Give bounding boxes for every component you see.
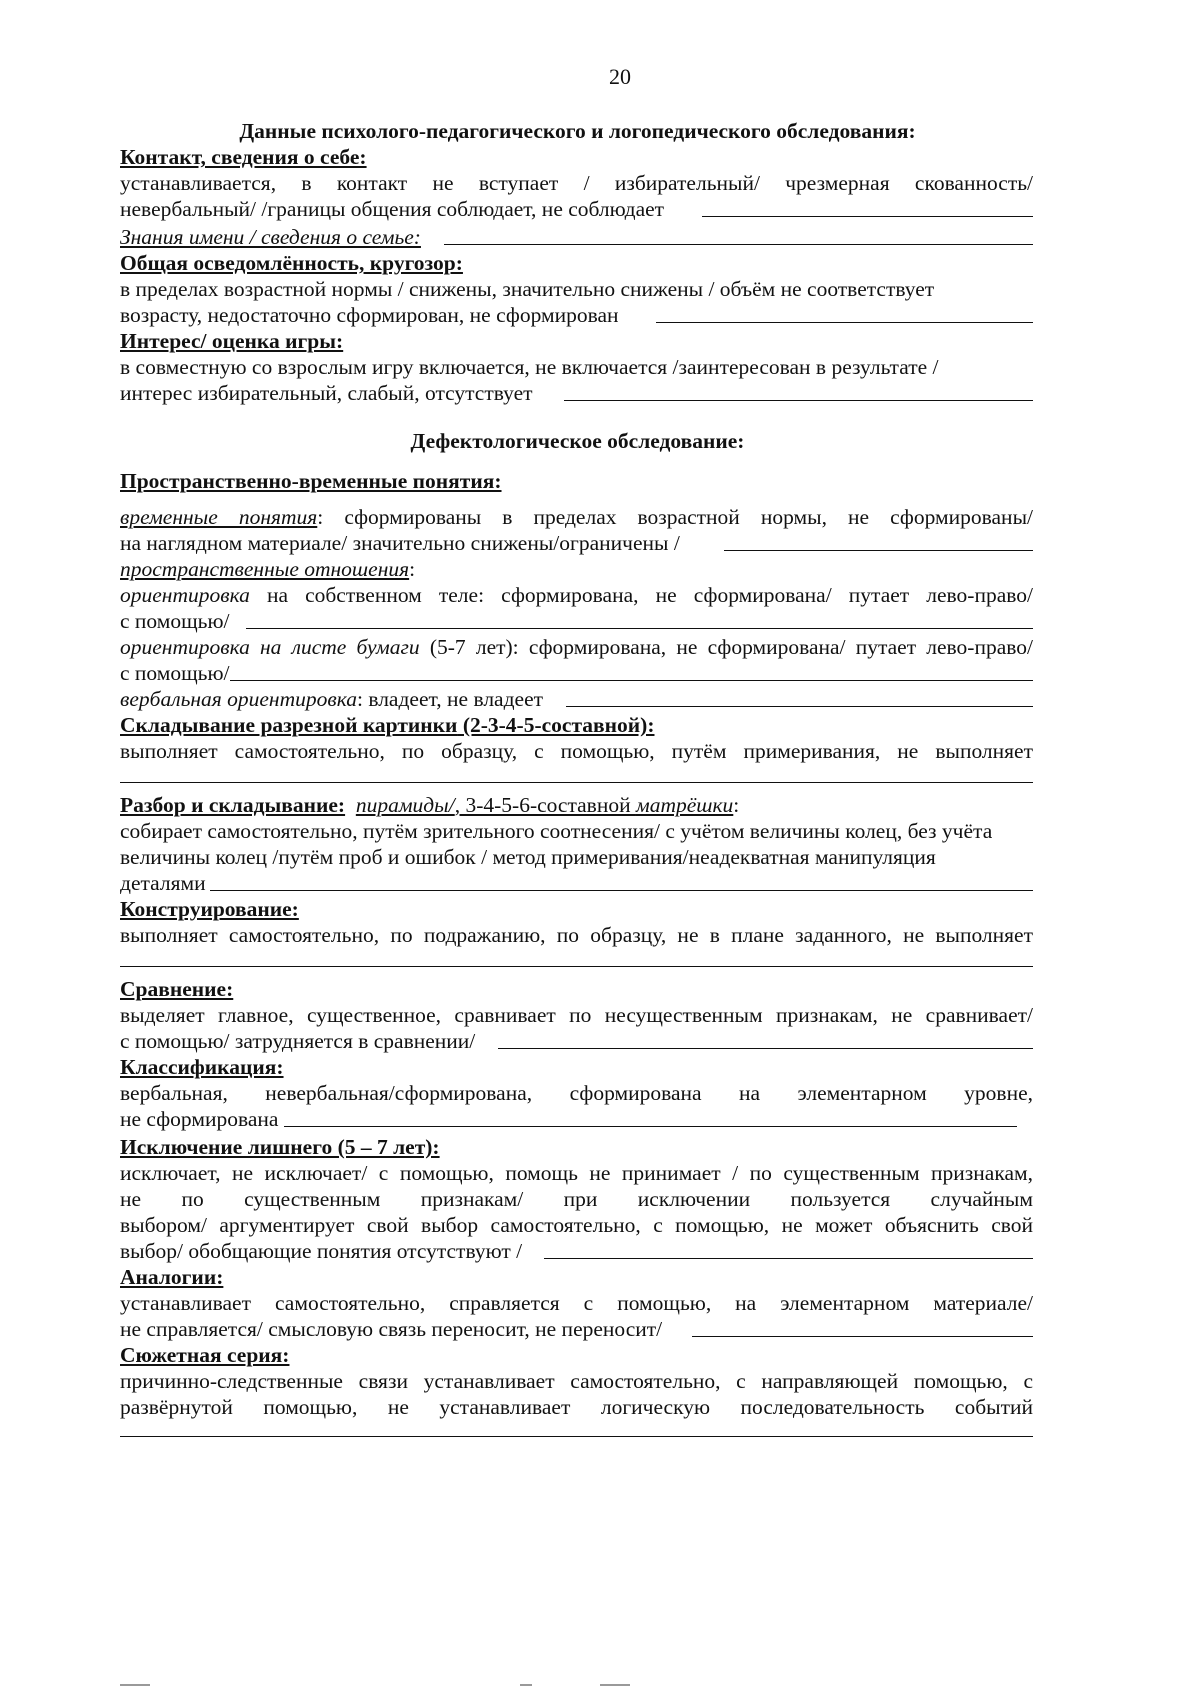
spatial-relations-colon: : [409,557,416,581]
contact-heading: Контакт, сведения о себе: [120,145,367,169]
classification-line-1: вербальная, невербальная/сформирована, сформирована на элементарном уровне, [120,1081,1033,1105]
sheet-orientation-fill-line[interactable] [230,680,1033,681]
awareness-line-2: возрасту, недостаточно сформирован, не сформирован [120,303,619,327]
analogies-line-1: устанавливает самостоятельно, справляется с помощью, на элементарном материале/ [120,1291,1033,1315]
body-orientation-line [120,582,1033,608]
cut-picture-heading-line [120,712,654,738]
spatial-temporal-heading: Пространственно-временные понятия: [120,469,502,493]
interest-heading: Интерес/ оценка игры: [120,329,344,353]
temporal-line [120,504,1033,530]
construction-heading: Конструирование: [120,897,299,921]
awareness-line-1: в пределах возрастной нормы / снижены, значительно снижены / объём не соответствует [120,277,935,301]
classification-heading: Классификация: [120,1055,284,1079]
sheet-orientation-line [120,634,1033,660]
assembly-heading-end: : [733,793,740,817]
story-series-heading: Сюжетная серия: [120,1343,290,1367]
name-knowledge-label: Знания имени / сведения о семье: [120,225,421,249]
assembly-line-2: величины колец /путём проб и ошибок / метод примеривания/неадекватная манипуляция [120,845,936,869]
verbal-orientation-fill-line[interactable] [566,706,1033,707]
cut-picture-line-1: выполняет самостоятельно, по образцу, с помощью, путём примеривания, не выполняет [120,739,1033,763]
story-series-fill-line[interactable] [120,1436,1033,1437]
scan-artifact [120,1684,150,1686]
scan-artifact [600,1684,630,1686]
cut-picture-heading: Складывание разрезной картинки [120,713,458,737]
spatial-relations-line [120,556,415,582]
contact-line-2: невербальный/ /границы общения соблюдает, не соблюдает [120,197,665,221]
pyramids-label: пирамиды/ [355,793,455,817]
temporal-line-2: на наглядном материале/ значительно снижены/ограничены / [120,531,680,555]
spatial-relations-label: пространственные отношения [120,557,410,581]
classification-line-2: не сформирована [120,1107,279,1131]
awareness-heading: Общая осведомлённость, кругозор: [120,251,463,275]
scan-artifact [520,1684,532,1686]
interest-fill-line[interactable] [564,400,1033,401]
story-series-line-2: развёрнутой помощью, не устанавливает логическую последовательность событий [120,1395,1033,1419]
comparison-heading: Сравнение: [120,977,234,1001]
sheet-orientation-text: (5-7 лет): сформирована, не сформирована/ путает лево-право/ [419,635,1033,659]
construction-line-1: выполняет самостоятельно, по подражанию, по образцу, не в плане заданного, не выполняет [120,923,1033,947]
name-knowledge-fill-line[interactable] [444,244,1033,245]
odd-one-out-line-4: выбор/ обобщающие понятия отсутствуют / [120,1239,523,1263]
page-number: 20 [609,64,631,89]
matryoshka-label: матрёшки [635,793,734,817]
assembly-heading: Разбор и складывание: [120,793,346,817]
interest-line-1: в совместную со взрослым игру включается, не включается /заинтересован в результате / [120,355,939,379]
contact-line-1: устанавливается, в контакт не вступает / избирательный/ чрезмерная скованность/ [120,171,1033,195]
analogies-fill-line[interactable] [692,1336,1033,1337]
assembly-fill-line[interactable] [210,890,1033,891]
body-orientation-fill-line[interactable] [246,628,1033,629]
sheet-orientation-help: с помощью/ [120,661,230,685]
sheet-orientation-label: ориентировка на листе бумаги [120,635,420,659]
comparison-line-2: с помощью/ затрудняется в сравнении/ [120,1029,476,1053]
body-orientation-text: на собственном теле: сформирована, не сформирована/ путает лево-право/ [249,583,1033,607]
verbal-orientation-line [120,686,543,712]
comparison-fill-line[interactable] [498,1048,1033,1049]
construction-fill-line[interactable] [120,966,1033,967]
awareness-fill-line[interactable] [656,322,1033,323]
comparison-line-1: выделяет главное, существенное, сравнивает по несущественным признакам, не сравнивает/ [120,1003,1033,1027]
odd-one-out-heading: Исключение лишнего (5 – 7 лет): [120,1135,440,1159]
story-series-line-1: причинно-следственные связи устанавливает самостоятельно, с направляющей помощью, с [120,1369,1033,1393]
cut-picture-heading-rest: (2-3-4-5-составной): [457,713,655,737]
analogies-heading: Аналогии: [120,1265,224,1289]
assembly-heading-line [120,792,739,818]
contact-fill-line[interactable] [702,216,1033,217]
main-title: Данные психолого-педагогического и логопедического обследования: [239,119,916,143]
temporal-text: : сформированы в пределах возрастной нормы, не сформированы/ [317,505,1033,529]
assembly-line-1: собирает самостоятельно, путём зрительного соотнесения/ с учётом величины колец, без учёта [120,819,993,843]
temporal-label: временные понятия [120,505,318,529]
interest-line-2: интерес избирательный, слабый, отсутствует [120,381,533,405]
odd-one-out-line-2: не по существенным признакам/ при исключении пользуется случайным [120,1187,1033,1211]
defectology-title: Дефектологическое обследование: [410,429,745,453]
body-orientation-help: с помощью/ [120,609,230,633]
verbal-orientation-text: : владеет, не владеет [356,687,544,711]
assembly-heading-mid: , 3-4-5-6-составной [454,793,636,817]
classification-fill-line[interactable] [284,1126,1017,1127]
assembly-line-3: деталями [120,871,206,895]
odd-one-out-fill-line[interactable] [544,1258,1033,1259]
body-orientation-label: ориентировка [120,583,250,607]
verbal-orientation-label: вербальная ориентировка [120,687,357,711]
cut-picture-fill-line[interactable] [120,782,1033,783]
analogies-line-2: не справляется/ смысловую связь переносит, не переносит/ [120,1317,663,1341]
temporal-fill-line[interactable] [724,550,1033,551]
odd-one-out-line-1: исключает, не исключает/ с помощью, помощь не принимает / по существенным признакам, [120,1161,1033,1185]
odd-one-out-line-3: выбором/ аргументирует свой выбор самостоятельно, с помощью, не может объяснить свой [120,1213,1033,1237]
